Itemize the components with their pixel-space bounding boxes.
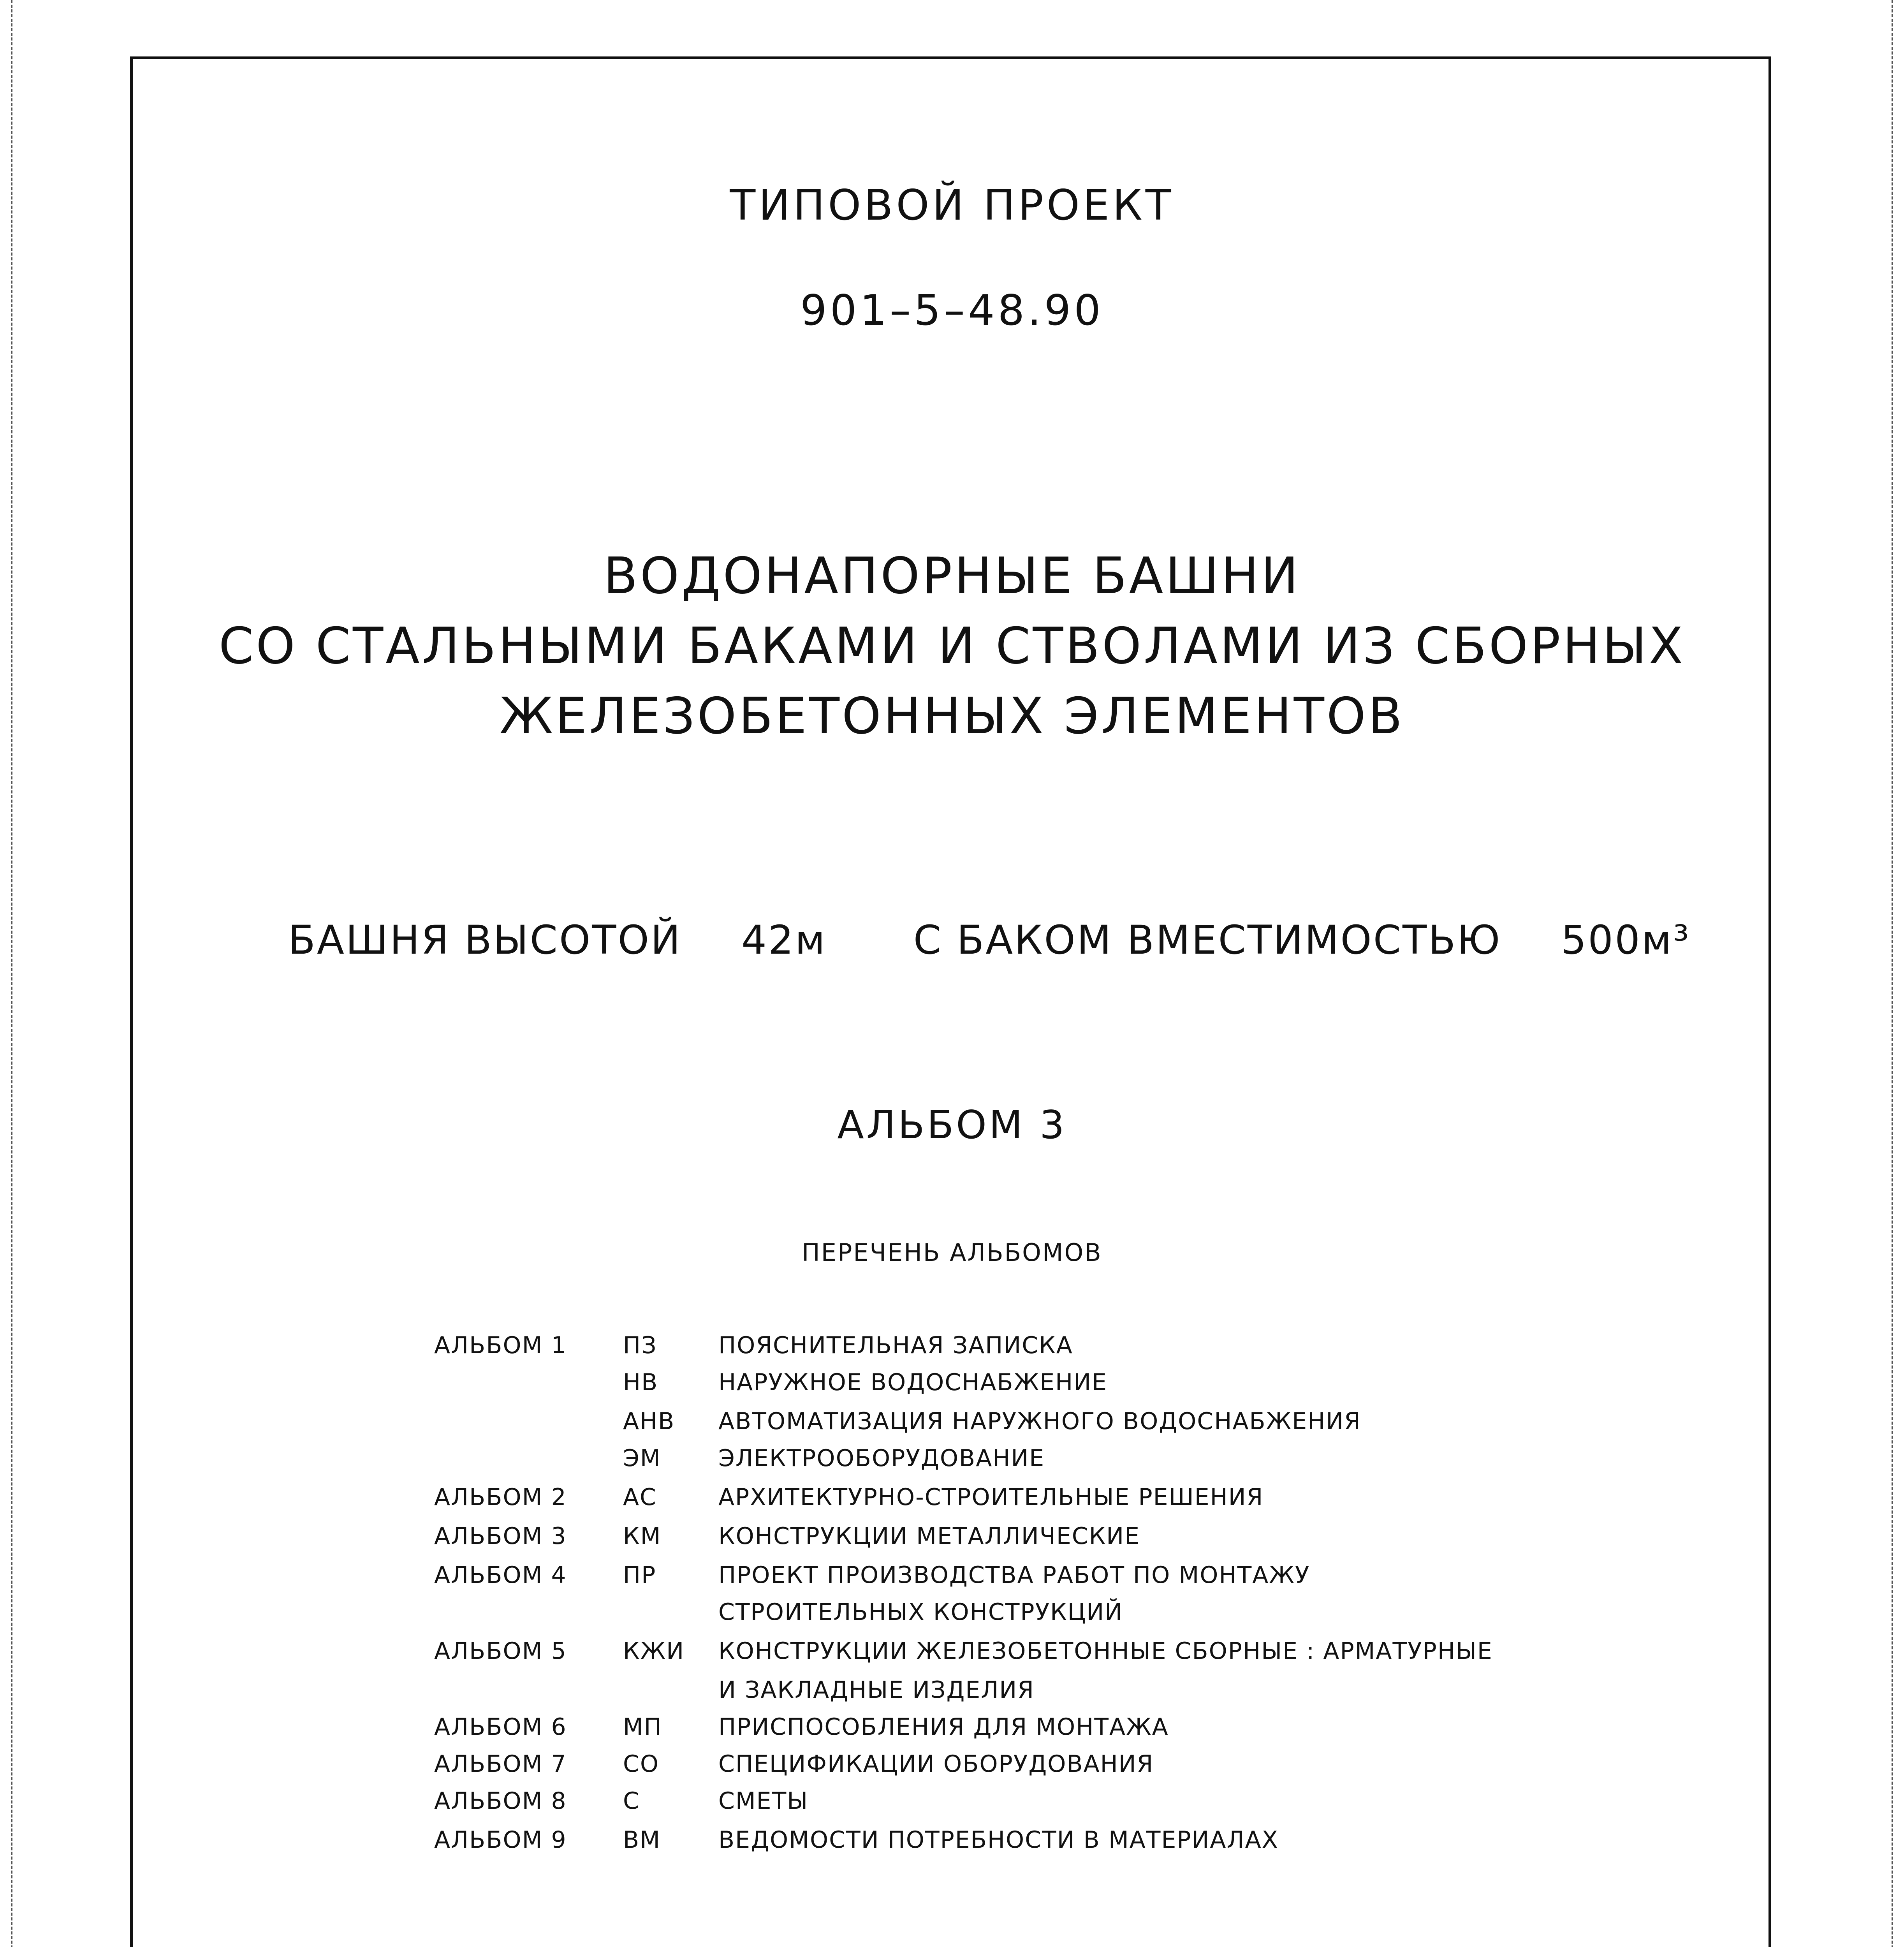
album-name: СТРОИТЕЛЬНЫХ КОНСТРУКЦИЙ (718, 1598, 1123, 1626)
project-type: ТИПОВОЙ ПРОЕКТ (730, 181, 1174, 230)
album-code: ЭМ (623, 1445, 661, 1472)
album-number: АЛЬБОМ 2 (434, 1484, 567, 1511)
album-number: АЛЬБОМ 7 (434, 1750, 567, 1778)
album-name: НАРУЖНОЕ ВОДОСНАБЖЕНИЕ (718, 1369, 1108, 1396)
albums-list-heading: ПЕРЕЧЕНЬ АЛЬБОМОВ (802, 1238, 1102, 1267)
album-name: КОНСТРУКЦИИ ЖЕЛЕЗОБЕТОННЫЕ СБОРНЫЕ : АРМАТУРНЫЕ (718, 1637, 1493, 1665)
album-name: ПОЯСНИТЕЛЬНАЯ ЗАПИСКА (718, 1332, 1073, 1359)
title-line-3: ЖЕЛЕЗОБЕТОННЫХ ЭЛЕМЕНТОВ (499, 687, 1405, 745)
album-code: ПР (623, 1561, 656, 1589)
subtitle-tank: С БАКОМ ВМЕСТИМОСТЬЮ (913, 917, 1502, 963)
album-code: СО (623, 1750, 660, 1778)
album-number: АЛЬБОМ 5 (434, 1637, 567, 1665)
album-name: АВТОМАТИЗАЦИЯ НАРУЖНОГО ВОДОСНАБЖЕНИЯ (718, 1408, 1361, 1435)
album-number: АЛЬБОМ 9 (434, 1826, 567, 1854)
album-number: АЛЬБОМ 3 (434, 1523, 567, 1550)
album-code: С (623, 1787, 640, 1815)
subtitle-volume: 500м³ (1561, 917, 1691, 963)
album-code: АС (623, 1484, 657, 1511)
album-number: АЛЬБОМ 6 (434, 1713, 567, 1741)
album-name: СПЕЦИФИКАЦИИ ОБОРУДОВАНИЯ (718, 1750, 1154, 1778)
album-number: АЛЬБОМ 1 (434, 1332, 567, 1359)
album-label: АЛЬБОМ 3 (837, 1102, 1067, 1148)
album-code: НВ (623, 1369, 658, 1396)
album-code: КЖИ (623, 1637, 685, 1665)
subtitle (288, 917, 1691, 963)
subtitle-tower: БАШНЯ ВЫСОТОЙ (288, 917, 682, 963)
album-name: ВЕДОМОСТИ ПОТРЕБНОСТИ В МАТЕРИАЛАХ (718, 1826, 1279, 1854)
album-number: АЛЬБОМ 8 (434, 1787, 567, 1815)
subtitle-height: 42м (741, 917, 827, 963)
album-name: И ЗАКЛАДНЫЕ ИЗДЕЛИЯ (718, 1676, 1035, 1704)
album-code: КМ (623, 1523, 662, 1550)
album-code: МП (623, 1713, 662, 1741)
title-line-2: СО СТАЛЬНЫМИ БАКАМИ И СТВОЛАМИ ИЗ СБОРНЫХ (218, 617, 1686, 675)
album-code: ВМ (623, 1826, 661, 1854)
title-line-1: ВОДОНАПОРНЫЕ БАШНИ (603, 547, 1301, 605)
album-name: АРХИТЕКТУРНО-СТРОИТЕЛЬНЫЕ РЕШЕНИЯ (718, 1484, 1264, 1511)
album-name: СМЕТЫ (718, 1787, 809, 1815)
album-name: КОНСТРУКЦИИ МЕТАЛЛИЧЕСКИЕ (718, 1523, 1140, 1550)
album-name: ЭЛЕКТРООБОРУДОВАНИЕ (718, 1445, 1045, 1472)
album-number: АЛЬБОМ 4 (434, 1561, 567, 1589)
album-name: ПРИСПОСОБЛЕНИЯ ДЛЯ МОНТАЖА (718, 1713, 1169, 1741)
album-code: ПЗ (623, 1332, 657, 1359)
album-code: АНВ (623, 1408, 675, 1435)
album-name: ПРОЕКТ ПРОИЗВОДСТВА РАБОТ ПО МОНТАЖУ (718, 1561, 1310, 1589)
project-code: 901–5–48.90 (800, 286, 1104, 335)
